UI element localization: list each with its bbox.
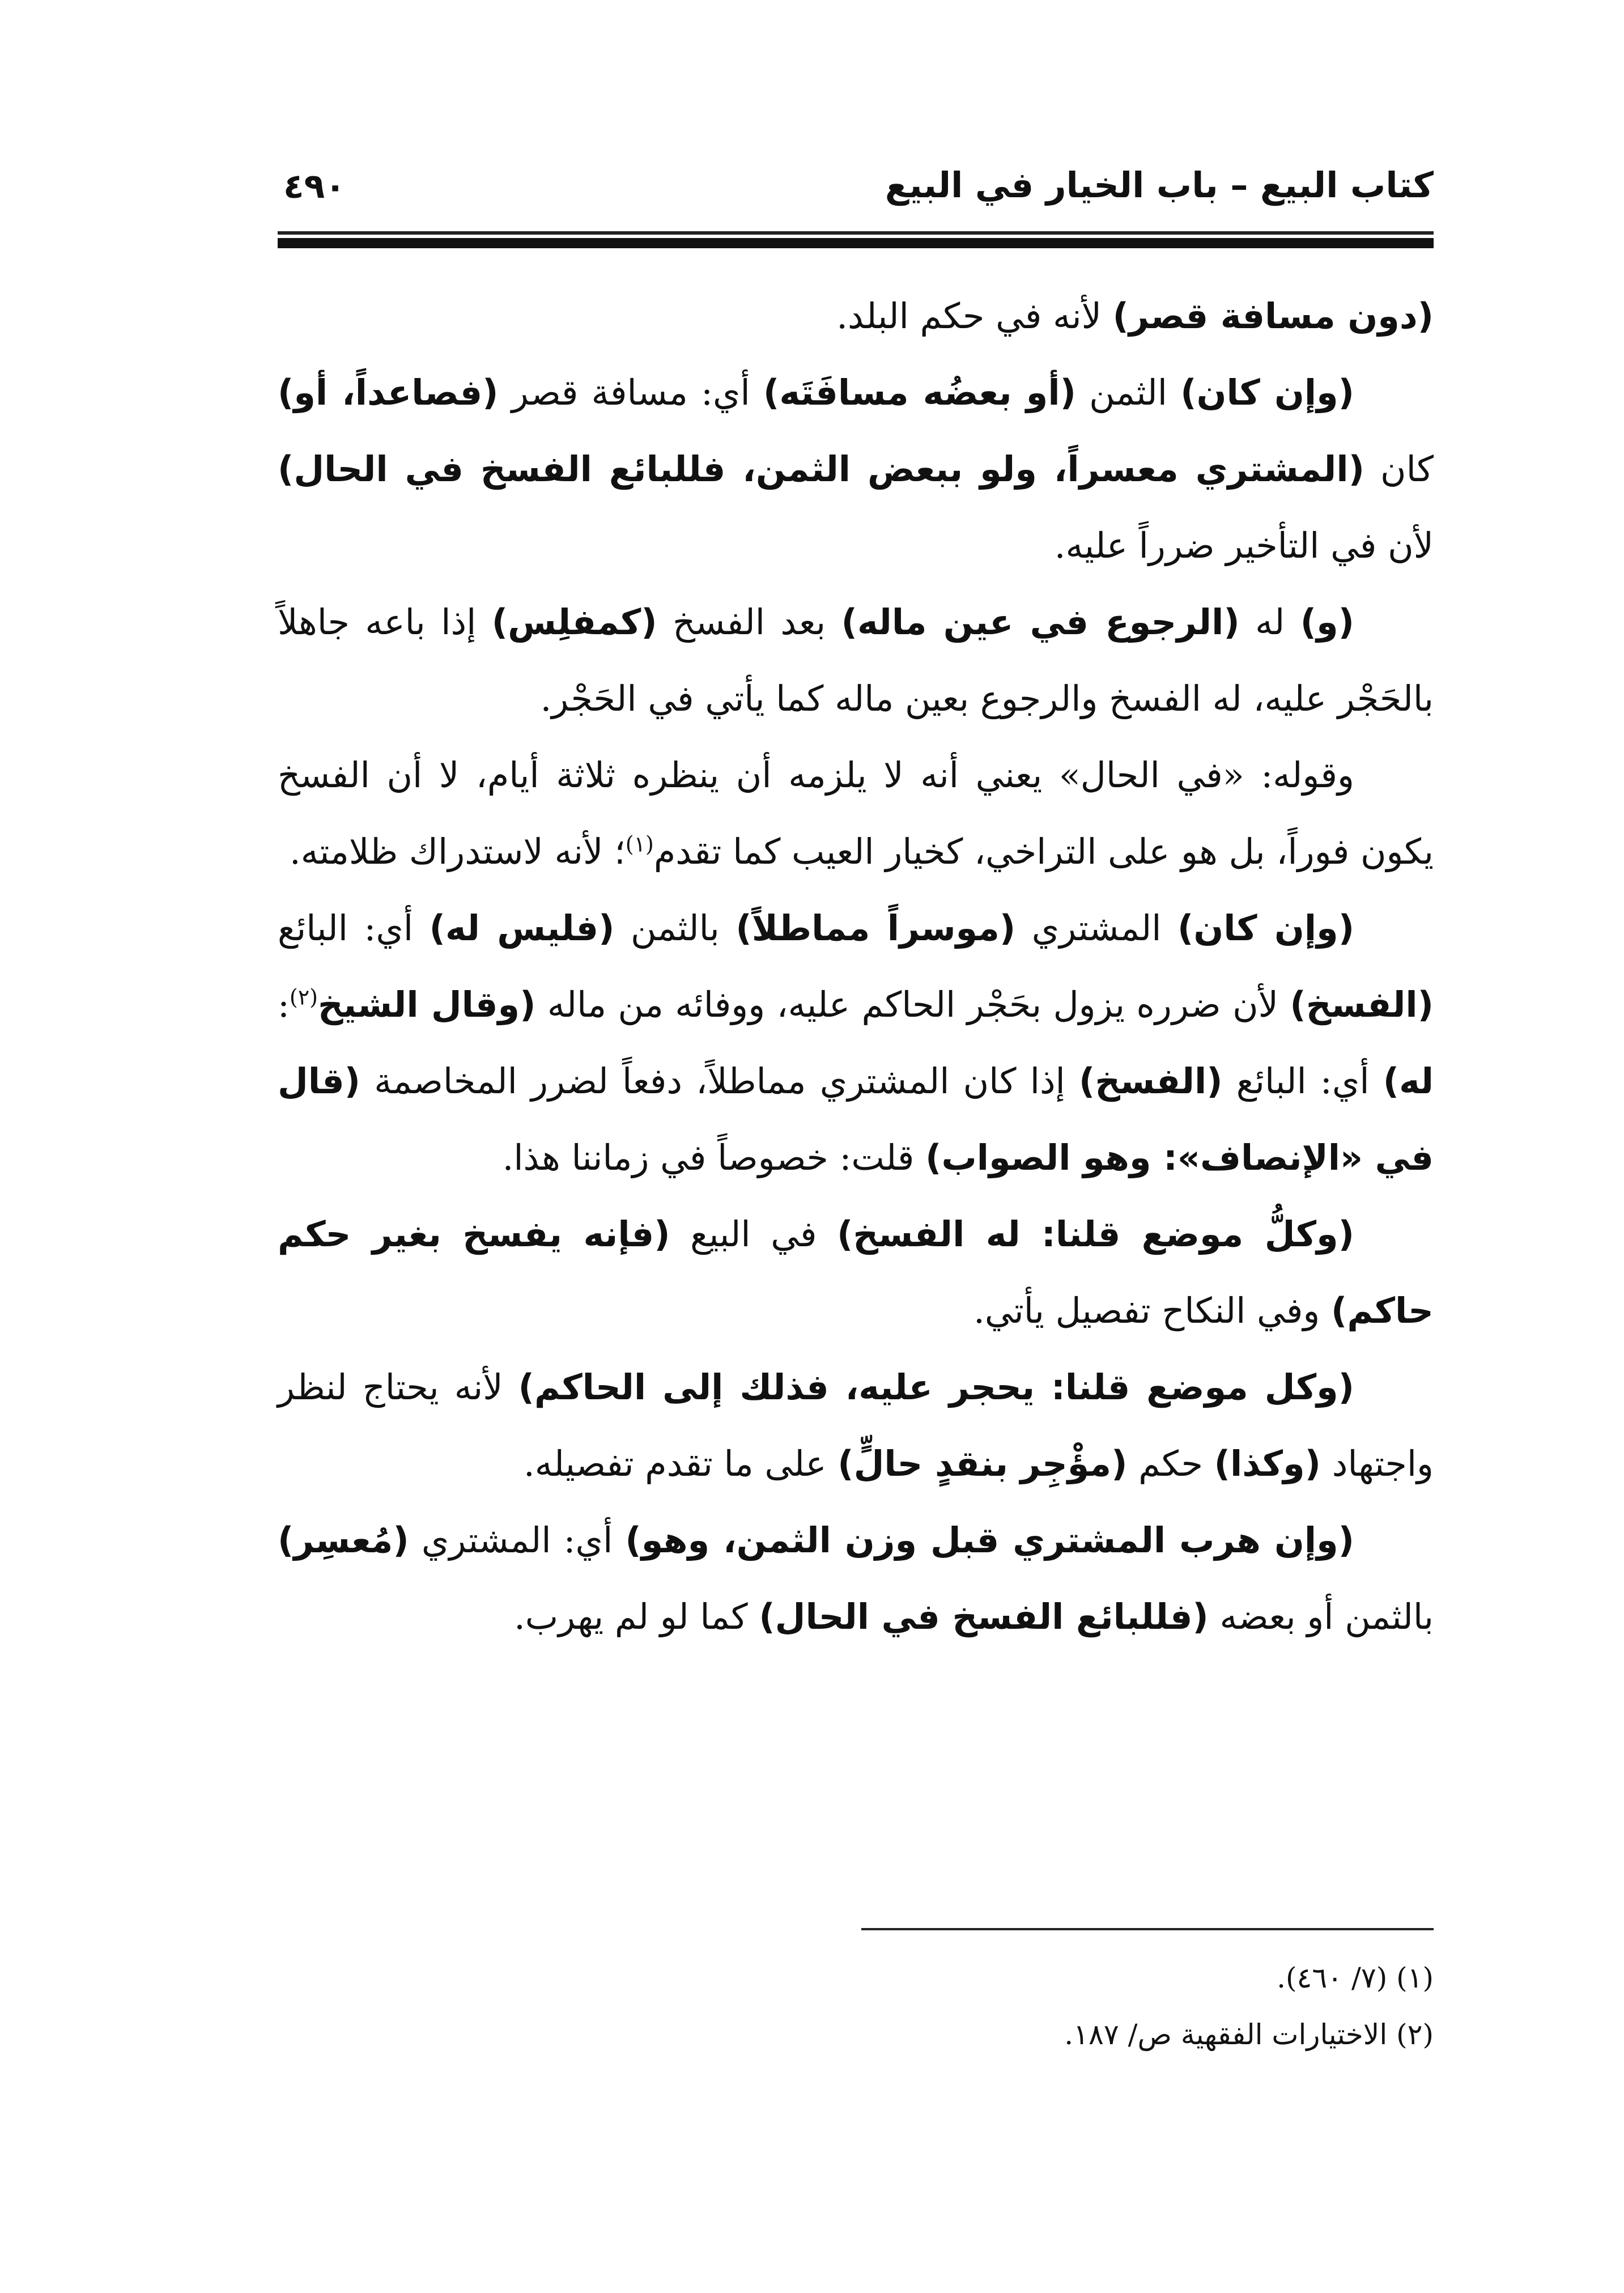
commentary-text: أي: مسافة قصر — [498, 372, 763, 413]
header-title: كتاب البيع – باب الخيار في البيع — [885, 164, 1434, 206]
commentary-text: بالثمن — [614, 907, 736, 949]
footnote-item: (٢) الاختيارات الفقهية ص/ ١٨٧. — [1064, 2018, 1434, 2051]
matn-text: (أو بعضُه مسافَتَه) — [763, 372, 1076, 413]
matn-text: (مؤْجِر بنقدٍ حالٍّ) — [837, 1443, 1128, 1484]
matn-text: (وكذا) — [1214, 1443, 1321, 1484]
main-text — [278, 278, 1434, 1655]
paragraph — [278, 1349, 1434, 1502]
commentary-text: إذا باعه جاهلاً بالحَجْر عليه، له الفسخ والرجوع بعين ماله كما يأتي في الحَجْر. — [278, 601, 1434, 719]
matn-text: له) — [1383, 1060, 1434, 1102]
header-rule-thin — [278, 231, 1434, 235]
commentary-text: أي: البائع — [278, 907, 430, 949]
header-rule-thick — [278, 238, 1434, 248]
matn-text: (فإنه يفسخ بغير حكم حاكم) — [278, 1213, 1434, 1331]
paragraph — [278, 1502, 1434, 1655]
footnote-marker: (٢) — [289, 984, 318, 1010]
footnotes — [680, 1950, 1434, 2063]
commentary-text: لأن ضرره يزول بحَجْر الحاكم عليه، ووفائه من ماله — [535, 984, 1290, 1025]
matn-text: (وقال الشيخ — [317, 984, 536, 1025]
paragraph — [278, 1196, 1434, 1349]
matn-text: (وكلُّ موضع قلنا: له الفسخ) — [837, 1213, 1354, 1255]
commentary-text: لأنه يحتاج لنظر واجتهاد — [278, 1366, 1434, 1484]
paragraph — [278, 890, 1434, 1196]
page-number: ٤٩٠ — [283, 167, 346, 206]
matn-text: (قال في «الإنصاف»: وهو الصواب) — [278, 1060, 1434, 1178]
matn-text: (فللبائع الفسخ في الحال) — [759, 1596, 1209, 1637]
matn-text: (الفسخ) — [1290, 984, 1434, 1025]
commentary-text: أي: البائع — [1222, 1060, 1383, 1102]
paragraph — [278, 354, 1434, 584]
matn-text: (دون مسافة قصر) — [1112, 295, 1434, 337]
commentary-text: بالثمن أو بعضه — [1208, 1596, 1434, 1637]
commentary-text: على ما تقدم تفصيله. — [524, 1443, 838, 1484]
commentary-text: وقوله: «في الحال» يعني أنه لا يلزمه أن ينظره ثلاثة أيام، لا أن الفسخ يكون فوراً، بل هو على التراخي، كخيار العيب كما تقدم — [278, 754, 1434, 872]
running-header — [278, 164, 1434, 249]
matn-text: (وإن كان) — [1180, 372, 1355, 413]
commentary-text: أي: المشتري — [409, 1519, 626, 1561]
matn-text: (وإن هرب المشتري قبل وزن الثمن، وهو) — [625, 1519, 1354, 1561]
commentary-text: قلت: خصوصاً في زماننا هذا. — [502, 1137, 926, 1178]
paragraph — [278, 737, 1434, 890]
paragraph — [278, 584, 1434, 737]
matn-text: (مُعسِر) — [278, 1519, 409, 1561]
footnote-item: (١) (٧/ ٤٦٠). — [1277, 1961, 1434, 1994]
commentary-text: الثمن — [1075, 372, 1181, 413]
commentary-text: وفي النكاح تفصيل يأتي. — [973, 1290, 1332, 1331]
commentary-text: في البيع — [670, 1213, 837, 1255]
matn-text: (وكل موضع قلنا: يحجر عليه، فذلك إلى الحاكم) — [518, 1366, 1354, 1408]
commentary-text: حكم — [1127, 1443, 1214, 1484]
matn-text: (فليس له) — [429, 907, 615, 949]
matn-text: (وإن كان) — [1177, 907, 1355, 949]
footnote-separator — [861, 1928, 1434, 1930]
commentary-text: لأنه في حكم البلد. — [836, 295, 1113, 337]
matn-text: (المشتري معسراً، ولو ببعض الثمن، فللبائع الفسخ في الحال) — [278, 448, 1364, 490]
matn-text: (كمفلِس) — [491, 601, 657, 643]
paragraph — [278, 278, 1434, 354]
matn-text: (فصاعداً، أو) — [278, 372, 499, 413]
commentary-text: كان — [1364, 448, 1434, 490]
matn-text: (و) — [1300, 601, 1354, 643]
commentary-text: له — [1239, 601, 1300, 643]
commentary-text: المشتري — [1015, 907, 1177, 949]
matn-text: (موسراً مماطلاً) — [736, 907, 1016, 949]
commentary-text: لأن في التأخير ضرراً عليه. — [1054, 525, 1434, 566]
matn-text: (الفسخ) — [1078, 1060, 1223, 1102]
commentary-text: ؛ لأنه لاستدراك ظلامته. — [290, 831, 626, 872]
commentary-text: إذا كان المشتري مماطلاً، دفعاً لضرر المخاصمة — [360, 1060, 1079, 1102]
commentary-text: كما لو لم يهرب. — [514, 1596, 759, 1637]
footnote-marker: (١) — [625, 831, 654, 857]
commentary-text: : — [278, 984, 290, 1025]
matn-text: (الرجوع في عين ماله) — [841, 601, 1240, 643]
commentary-text: بعد الفسخ — [657, 601, 841, 643]
